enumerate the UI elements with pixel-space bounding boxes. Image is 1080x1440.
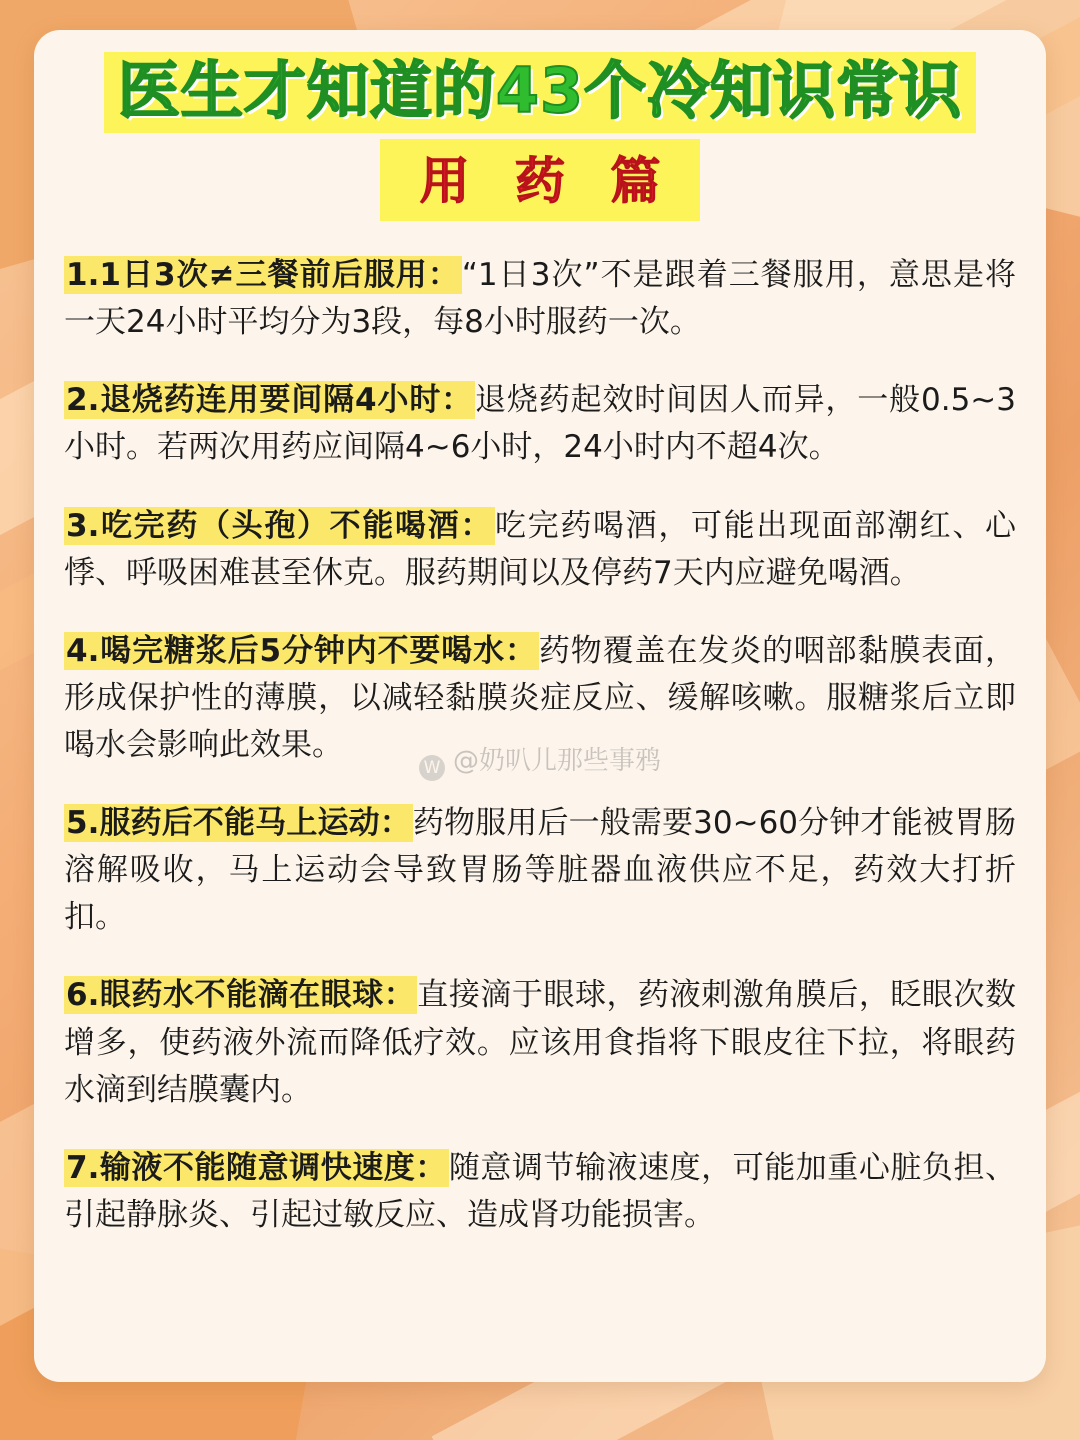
tip-body: 随意调节输液速度，可能加重心脏负担、引起静脉炎、引起过敏反应、造成肾功能损害。 <box>64 1149 1016 1233</box>
title-block <box>34 30 1046 133</box>
list-item <box>64 1145 1016 1239</box>
list-item <box>64 252 1016 346</box>
tip-body: 药物覆盖在发炎的咽部黏膜表面，形成保护性的薄膜，以减轻黏膜炎症反应、缓解咳嗽。服糖浆后立即喝水会影响此效果。 <box>64 632 1016 763</box>
tip-heading: 4.喝完糖浆后5分钟内不要喝水： <box>66 632 537 669</box>
list-item <box>64 628 1016 769</box>
subtitle-block <box>34 139 1046 221</box>
list-item <box>64 503 1016 597</box>
tip-body: 退烧药起效时间因人而异，一般0.5~3小时。若两次用药应间隔4~6小时，24小时内不超4次。 <box>64 382 1016 466</box>
tip-heading: 5.服药后不能马上运动： <box>66 805 411 842</box>
poster-card <box>34 30 1046 1382</box>
tip-body: 药物服用后一般需要30~60分钟才能被胃肠溶解吸收，马上运动会导致胃肠等脏器血液供应不足，药效大打折扣。 <box>64 805 1016 936</box>
tip-heading: 1.1日3次≠三餐前后服用： <box>66 257 460 294</box>
tip-heading: 3.吃完药（头孢）不能喝酒： <box>66 507 493 544</box>
tip-body: 直接滴于眼球，药液刺激角膜后，眨眼次数增多，使药液外流而降低疗效。应该用食指将下眼皮往下拉，将眼药水滴到结膜囊内。 <box>64 977 1016 1108</box>
tip-body: “1日3次”不是跟着三餐服用，意思是将一天24小时平均分为3段，每8小时服药一次。 <box>64 257 1016 341</box>
tips-list <box>64 252 1016 1239</box>
tip-heading: 7.输液不能随意调快速度： <box>66 1149 447 1186</box>
list-item <box>64 972 1016 1113</box>
tip-body: 吃完药喝酒，可能出现面部潮红、心悸、呼吸困难甚至休克。服药期间以及停药7天内应避免喝酒。 <box>64 507 1016 591</box>
list-item <box>64 377 1016 471</box>
page-subtitle: 用 药 篇 <box>380 139 701 221</box>
page-title: 医生才知道的43个冷知识常识 <box>104 52 976 133</box>
list-item <box>64 800 1016 941</box>
tip-heading: 6.眼药水不能滴在眼球： <box>66 977 416 1014</box>
weibo-icon: W <box>419 755 445 781</box>
tip-heading: 2.退烧药连用要间隔4小时： <box>66 382 474 419</box>
watermark-text: @奶叭儿那些事鸦 <box>452 746 662 776</box>
